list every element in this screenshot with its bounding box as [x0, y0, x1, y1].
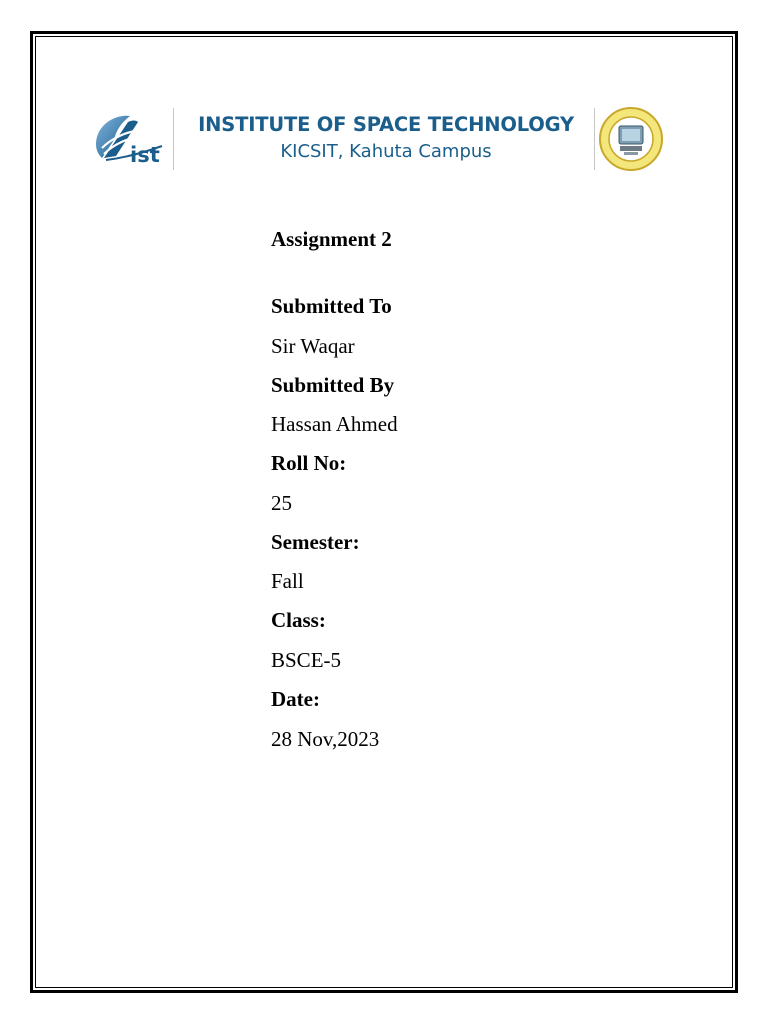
institute-name: INSTITUTE OF SPACE TECHNOLOGY: [198, 113, 574, 136]
roll-no-label: Roll No:: [271, 451, 347, 475]
class-value: BSCE-5: [271, 648, 342, 672]
date-label: Date:: [271, 687, 320, 711]
assignment-title: Assignment 2: [271, 227, 392, 251]
class-label: Class:: [271, 608, 326, 632]
college-seal-icon: [598, 106, 664, 172]
header-divider-right: [594, 108, 595, 170]
page-border-inner: [35, 36, 733, 988]
submitted-by-label: Submitted By: [271, 373, 395, 397]
ist-logo: [92, 108, 172, 168]
submitted-by-value: Hassan Ahmed: [271, 412, 398, 436]
campus-name: KICSIT, Kahuta Campus: [280, 141, 492, 162]
submitted-to-label: Submitted To: [271, 294, 392, 318]
roll-no-value: 25: [271, 491, 292, 515]
date-value: 28 Nov,2023: [271, 727, 380, 751]
semester-label: Semester:: [271, 530, 360, 554]
ist-logo-text: ist: [130, 143, 160, 167]
submitted-to-value: Sir Waqar: [271, 334, 355, 358]
institute-header: [92, 104, 664, 172]
header-divider-left: [173, 108, 174, 170]
semester-value: Fall: [271, 569, 304, 593]
